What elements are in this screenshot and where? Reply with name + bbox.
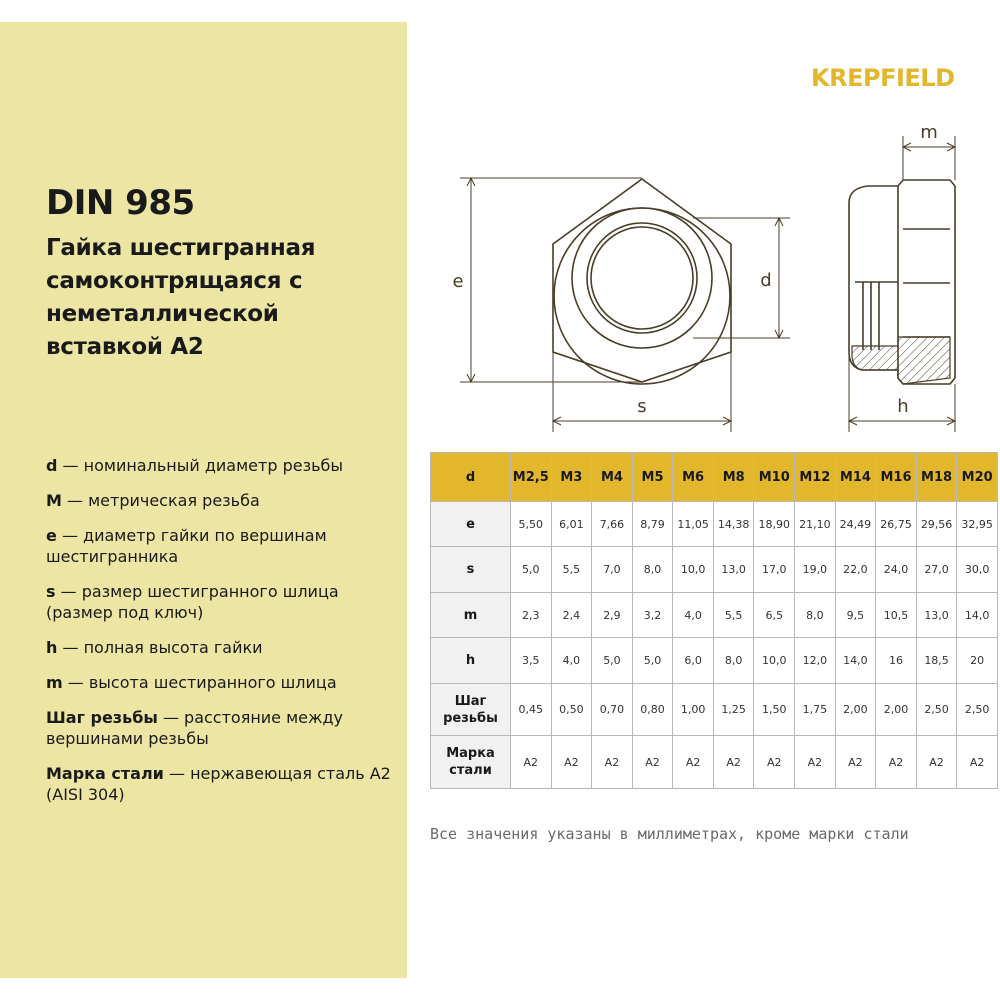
- table-cell: 0,50: [551, 683, 592, 736]
- table-cell: 7,0: [592, 547, 633, 592]
- table-cell: 2,3: [511, 592, 552, 637]
- legend-item: [46, 581, 391, 623]
- table-cell: 14,0: [835, 638, 876, 683]
- row-label: m: [431, 592, 511, 637]
- legend-item: [46, 763, 391, 805]
- table-cell: 30,0: [957, 547, 998, 592]
- table-cell: 16: [876, 638, 917, 683]
- table-row: [431, 592, 998, 637]
- legend-item: [46, 455, 391, 476]
- header-cell-size: M18: [916, 453, 957, 502]
- legend-item: [46, 672, 391, 693]
- legend-term: s: [46, 582, 56, 601]
- table-cell: А2: [916, 736, 957, 789]
- table-cell: 8,0: [713, 638, 754, 683]
- legend-description: — диаметр гайки по вершинам шестигранника: [46, 526, 327, 566]
- hexagon-outline: [553, 179, 731, 382]
- product-subtitle: Гайка шестигранная самоконтрящаяся с неметаллической вставкой А2: [46, 235, 316, 360]
- table-cell: 26,75: [876, 502, 917, 547]
- legend-description: — номинальный диаметр резьбы: [57, 456, 344, 475]
- table-cell: 9,5: [835, 592, 876, 637]
- legend-description: — размер шестигранного шлица (размер под ключ): [46, 582, 339, 622]
- legend-term: Шаг резьбы: [46, 708, 158, 727]
- legend-item: [46, 490, 391, 511]
- legend-item: [46, 525, 391, 567]
- table-cell: 2,00: [876, 683, 917, 736]
- table-cell: 0,80: [632, 683, 673, 736]
- table-cell: 6,01: [551, 502, 592, 547]
- table-cell: 17,0: [754, 547, 795, 592]
- legend-term: m: [46, 673, 63, 692]
- table-cell: А2: [511, 736, 552, 789]
- row-label: Марка стали: [431, 736, 511, 789]
- legend-description: — нержавеющая сталь А2 (AISI 304): [46, 764, 391, 804]
- legend-description: — полная высота гайки: [57, 638, 263, 657]
- table-cell: 19,0: [795, 547, 836, 592]
- table-cell: 8,79: [632, 502, 673, 547]
- table-cell: 10,0: [673, 547, 714, 592]
- parameter-legend: [46, 455, 391, 819]
- header-cell-size: M14: [835, 453, 876, 502]
- table-cell: 5,5: [551, 547, 592, 592]
- hexagon-chamfer-circle: [554, 208, 730, 384]
- table-cell: 3,2: [632, 592, 673, 637]
- table-cell: А2: [876, 736, 917, 789]
- table-cell: 8,0: [632, 547, 673, 592]
- legend-term: h: [46, 638, 58, 657]
- legend-term: M: [46, 491, 62, 510]
- table-cell: 14,38: [713, 502, 754, 547]
- table-cell: 18,90: [754, 502, 795, 547]
- thread-bore-circle: [587, 223, 697, 333]
- dimension-label-h: h: [897, 396, 909, 417]
- row-label: Шаг резьбы: [431, 683, 511, 736]
- nut-technical-drawing: [0, 0, 1000, 450]
- dimension-label-d: d: [760, 270, 772, 291]
- legend-item: [46, 637, 391, 658]
- header-cell-size: M10: [754, 453, 795, 502]
- table-cell: 1,00: [673, 683, 714, 736]
- table-cell: 6,0: [673, 638, 714, 683]
- table-cell: 8,0: [795, 592, 836, 637]
- nylon-insert-circle: [572, 208, 712, 348]
- table-cell: 10,0: [754, 638, 795, 683]
- table-cell: А2: [551, 736, 592, 789]
- table-row: [431, 502, 998, 547]
- legend-term: d: [46, 456, 58, 475]
- table-cell: 12,0: [795, 638, 836, 683]
- table-cell: 4,0: [551, 638, 592, 683]
- header-cell-size: M6: [673, 453, 714, 502]
- table-cell: 6,5: [754, 592, 795, 637]
- table-row: [431, 736, 998, 789]
- header-cell-size: M5: [632, 453, 673, 502]
- legend-term: Марка стали: [46, 764, 164, 783]
- table-cell: 13,0: [916, 592, 957, 637]
- header-cell-size: M8: [713, 453, 754, 502]
- table-cell: 2,50: [957, 683, 998, 736]
- row-label: h: [431, 638, 511, 683]
- table-cell: 0,70: [592, 683, 633, 736]
- dimension-label-e: e: [452, 271, 464, 292]
- legend-description: — высота шестиранного шлица: [62, 673, 337, 692]
- legend-item: [46, 707, 391, 749]
- table-cell: 1,50: [754, 683, 795, 736]
- table-cell: 14,0: [957, 592, 998, 637]
- header-cell-size: M16: [876, 453, 917, 502]
- table-cell: 5,50: [511, 502, 552, 547]
- table-cell: 2,9: [592, 592, 633, 637]
- table-header-row: [431, 453, 998, 502]
- header-cell-size: M12: [795, 453, 836, 502]
- table-cell: 4,0: [673, 592, 714, 637]
- table-cell: 10,5: [876, 592, 917, 637]
- header-cell-size: M4: [592, 453, 633, 502]
- dimensions-table: [430, 452, 998, 789]
- brand-logo: KREPFIELD: [811, 64, 955, 92]
- table-row: [431, 683, 998, 736]
- table-cell: А2: [795, 736, 836, 789]
- table-cell: А2: [957, 736, 998, 789]
- table-cell: 0,45: [511, 683, 552, 736]
- table-cell: 32,95: [957, 502, 998, 547]
- table-cell: А2: [632, 736, 673, 789]
- table-cell: 21,10: [795, 502, 836, 547]
- dimension-label-s: s: [637, 396, 647, 417]
- row-label: e: [431, 502, 511, 547]
- table-cell: 20: [957, 638, 998, 683]
- front-view: [553, 179, 731, 384]
- table-cell: 5,0: [511, 547, 552, 592]
- table-cell: 1,25: [713, 683, 754, 736]
- table-cell: 24,0: [876, 547, 917, 592]
- table-cell: 11,05: [673, 502, 714, 547]
- header-cell-size: M2,5: [511, 453, 552, 502]
- table-cell: А2: [673, 736, 714, 789]
- page-title: DIN 985: [46, 183, 195, 223]
- table-cell: 29,56: [916, 502, 957, 547]
- table-row: [431, 638, 998, 683]
- table-cell: 2,50: [916, 683, 957, 736]
- table-cell: 13,0: [713, 547, 754, 592]
- table-cell: 1,75: [795, 683, 836, 736]
- table-cell: А2: [754, 736, 795, 789]
- dimension-label-m: m: [920, 122, 938, 143]
- legend-term: e: [46, 526, 57, 545]
- table-row: [431, 547, 998, 592]
- header-cell-size: M3: [551, 453, 592, 502]
- table-cell: 5,5: [713, 592, 754, 637]
- table-cell: А2: [713, 736, 754, 789]
- thread-bore-inner-circle: [591, 227, 693, 329]
- table-cell: А2: [592, 736, 633, 789]
- table-cell: 5,0: [632, 638, 673, 683]
- table-cell: 27,0: [916, 547, 957, 592]
- header-cell-d: d: [431, 453, 511, 502]
- table-cell: 2,4: [551, 592, 592, 637]
- table-cell: 7,66: [592, 502, 633, 547]
- table-cell: 3,5: [511, 638, 552, 683]
- table-cell: 24,49: [835, 502, 876, 547]
- section-hatch: [852, 337, 950, 384]
- legend-description: — расстояние между вершинами резьбы: [46, 708, 343, 748]
- units-footnote: Все значения указаны в миллиметрах, кроме марки стали: [430, 825, 909, 843]
- legend-description: — метрическая резьба: [61, 491, 260, 510]
- header-cell-size: M20: [957, 453, 998, 502]
- table-cell: 22,0: [835, 547, 876, 592]
- table-cell: 2,00: [835, 683, 876, 736]
- row-label: s: [431, 547, 511, 592]
- table-cell: 18,5: [916, 638, 957, 683]
- table-cell: А2: [835, 736, 876, 789]
- front-dimension-lines: [460, 178, 790, 432]
- table-cell: 5,0: [592, 638, 633, 683]
